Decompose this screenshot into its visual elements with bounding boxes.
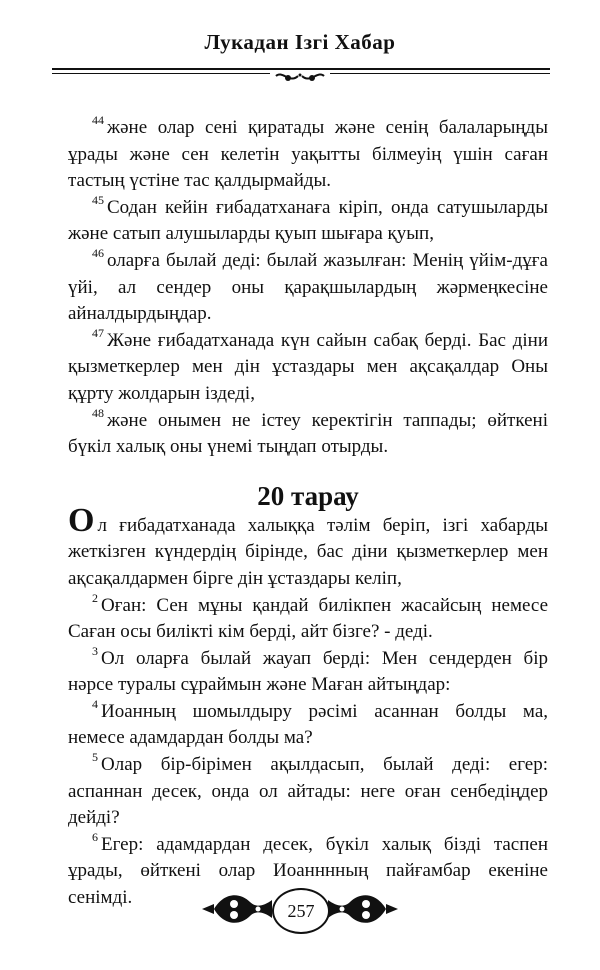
verse-number: 3 — [92, 643, 98, 658]
verse — [68, 696, 548, 752]
verse-number: 6 — [92, 829, 98, 844]
verse — [68, 752, 548, 832]
ornament-icon — [270, 70, 330, 86]
verse-text: және олар сені қиратады және сенің балаларыңды ұрады және сен келетін уақытты білмеуің үшін саған тастың үстіне тас қалдырмайды. — [68, 117, 548, 192]
verse-text: және онымен не істеу керектігін таппады; өйткені бүкіл халық оны үнемі тыңдап отырды. — [68, 409, 548, 458]
verse — [68, 405, 548, 461]
chapter-heading: 20 тарау — [257, 480, 359, 511]
drop-cap: О — [68, 501, 95, 539]
verse-number: 48 — [92, 405, 104, 420]
verse-number: 47 — [92, 325, 104, 340]
running-head-title: Лукадан Ізгі Хабар — [204, 30, 396, 54]
verse-text: Және ғибадатханада күн сайын сабақ берді. Бас діни қызметкерлер мен дін ұстаздары мен ақсақалдар Оны құрту жолдарын іздеді, — [68, 329, 548, 404]
verse — [68, 245, 548, 328]
verse-text: Олар бір-бірімен ақылдасып, былай деді: егер: аспаннан десек, онда ол айтады: неге оған сенбедіңдер дейді? — [68, 754, 548, 829]
chapter-first-verse — [68, 501, 548, 593]
footer-ornament — [200, 880, 400, 940]
verse — [68, 590, 548, 646]
verse — [68, 643, 548, 699]
page-body — [68, 115, 548, 912]
verse-text: Иоанның шомылдыру рәсімі асаннан болды ма, немесе адамдардан болды ма? — [68, 700, 548, 749]
verse-text: Егер: адамдардан десек, бүкіл халық бізді таспен ұрады, өйткені олар Иоанннның пайғамбар екеніне сенімді. — [68, 833, 548, 909]
verse-number: 2 — [92, 590, 98, 605]
verse — [68, 325, 548, 408]
verse — [68, 192, 548, 248]
verse-text: Оған: Сен мұны қандай билікпен жасайсың немесе Саған осы билікті кім берді, айт бізге? - деді. — [68, 594, 548, 643]
verse-number: 45 — [92, 192, 104, 207]
verse-number: 44 — [92, 113, 104, 127]
verse — [68, 115, 548, 195]
verse-number: 4 — [92, 696, 98, 711]
verse-number: 46 — [92, 245, 104, 260]
verse-number: 5 — [92, 750, 98, 765]
verse-text: Содан кейін ғибадатханаға кіріп, онда сатушыларды және сатып алушыларды қуып шығара қуып, — [68, 196, 548, 245]
verse-text: л ғибадатханада халыққа тәлім беріп, ізгі хабарды жеткізген күндердің бірінде, бас діни қызметкерлер мен ақсақалдармен бірге дін ұстаздары келіп, — [68, 514, 548, 589]
verse-text: оларға былай деді: былай жазылған: Менің үйім-дұға үйі, ал сендер оны қарақшылардың жәрмеңкесіне айналдырдыңдар. — [68, 249, 548, 325]
page-number: 257 — [272, 888, 330, 934]
verse-text: Ол оларға былай жауап берді: Мен сендерден бір нәрсе туралы сұраймын және Маған айтыңдар: — [68, 647, 548, 696]
